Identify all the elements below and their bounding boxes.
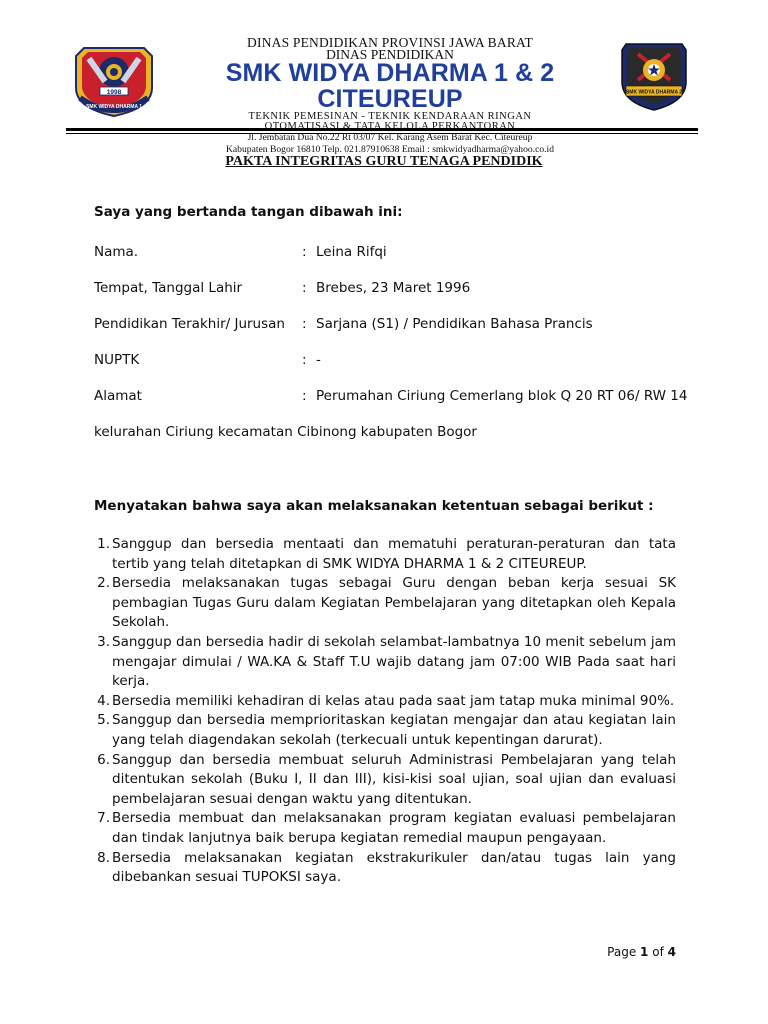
letterhead-line1: DINAS PENDIDIKAN PROVINSI JAWA BARAT (247, 35, 533, 50)
address-line1: Jl. Jembatan Dua No.22 Rt 03/07 Kel. Karang Asem Barat Kec. Citeureup (247, 132, 533, 143)
statement-heading: Menyatakan bahwa saya akan melaksanakan ketentuan sebagai berikut : (94, 498, 654, 514)
field-colon: : (302, 244, 307, 260)
list-item (94, 711, 676, 750)
list-item-text: Bersedia membuat dan melaksanakan program kegiatan evaluasi pembelajaran dan tindak lanjutnya baik berupa kegiatan remedial maupun pengayaan. (112, 810, 676, 846)
field-value-education: Sarjana (S1) / Pendidikan Bahasa Prancis (316, 316, 593, 332)
list-item (94, 535, 676, 574)
list-item (94, 751, 676, 810)
field-colon: : (302, 316, 307, 332)
letterhead-rule-thin (66, 133, 698, 134)
field-label-nuptk: NUPTK (94, 352, 140, 368)
letterhead (160, 36, 620, 156)
list-item-number: 8. (97, 849, 110, 866)
list-item-number: 5. (97, 712, 110, 729)
field-value-nuptk: - (316, 352, 321, 368)
field-colon: : (302, 280, 307, 296)
list-item (94, 692, 676, 712)
field-value-birth: Brebes, 23 Maret 1996 (316, 280, 471, 296)
list-item-number: 3. (97, 633, 110, 650)
list-item (94, 633, 676, 692)
page-label: Page (607, 945, 637, 959)
list-item-number: 7. (97, 810, 110, 827)
page-total: 4 (667, 945, 676, 959)
programs-line1: TEKNIK PEMESINAN - TEKNIK KENDARAAN RINGAN (248, 111, 532, 122)
letterhead-line2: DINAS PENDIDIKAN (326, 47, 454, 62)
list-item-text: Bersedia melaksanakan tugas sebagai Guru dengan beban kerja sesuai SK pembagian Tugas Guru dalam Kegiatan Pembelajaran yang ditetapkan oleh Kepala Sekolah. (112, 575, 676, 631)
page-indicator (607, 945, 676, 959)
document-title: PAKTA INTEGRITAS GURU TENAGA PENDIDIK (225, 154, 543, 169)
list-item-text: Sanggup dan bersedia mentaati dan mematuhi peraturan-peraturan dan tata tertib yang telah ditetapkan di SMK WIDYA DHARMA 1 & 2 CITEUREUP. (112, 536, 676, 572)
field-label-birth: Tempat, Tanggal Lahir (94, 280, 243, 296)
list-item-number: 2. (97, 575, 110, 592)
list-item-text: Bersedia memiliki kehadiran di kelas atau pada saat jam tatap muka minimal 90%. (112, 692, 675, 709)
logo-left-year: 1998 (106, 89, 122, 96)
address-continuation: kelurahan Ciriung kecamatan Cibinong kabupaten Bogor (94, 424, 477, 440)
list-item-number: 4. (97, 692, 110, 709)
list-item-text: Bersedia melaksanakan kegiatan ekstrakurikuler dan/atau tugas lain yang dibebankan sesuai TUPOKSI saya. (112, 849, 676, 886)
list-item (94, 849, 676, 888)
letterhead-rule-thick (66, 128, 698, 131)
logo-left-text: SMK WIDYA DHARMA 1 (85, 104, 143, 110)
list-item (94, 574, 676, 633)
field-label-address: Alamat (94, 388, 142, 404)
list-item (94, 809, 676, 848)
page-current: 1 (640, 945, 649, 959)
provisions-list (94, 535, 676, 888)
intro-text: Saya yang bertanda tangan dibawah ini: (94, 204, 403, 220)
field-colon: : (302, 352, 307, 368)
school-logo-right (618, 40, 690, 112)
field-value-address: Perumahan Ciriung Cemerlang blok Q 20 RT 06/ RW 14 (316, 388, 688, 404)
list-item-text: Sanggup dan bersedia hadir di sekolah selambat-lambatnya 10 menit sebelum jam mengajar dimulai / WA.KA & Staff T.U wajib datang jam 07:00 WIB Pada saat hari kerja. (112, 633, 676, 690)
field-value-name: Leina Rifqi (316, 244, 387, 260)
school-name: SMK WIDYA DHARMA 1 & 2 CITEUREUP (225, 59, 555, 113)
field-label-name: Nama. (94, 244, 139, 260)
logo-right-text: SMK WIDYA DHARMA 2 (625, 89, 683, 96)
list-item-text: Sanggup dan bersedia membuat seluruh Administrasi Pembelajaran yang telah ditentukan sekolah (Buku I, II dan III), kisi-kisi soal ujian, soal ujian dan evaluasi pembelajaran sesuai dengan waktu yang ditentukan. (112, 751, 676, 807)
list-item-number: 6. (97, 751, 110, 768)
address-line2: Kabupaten Bogor 16810 Telp. 021.87910638 Email : smkwidyadharma@yahoo.co.id (226, 144, 554, 155)
field-colon: : (302, 388, 307, 404)
programs-line2: OTOMATISASI & TATA KELOLA PERKANTORAN (264, 121, 516, 132)
list-item-text: Sanggup dan bersedia memprioritaskan kegiatan mengajar dan atau kegiatan lain yang telah diagendakan sekolah (terkecuali untuk kepentingan darurat). (112, 712, 676, 748)
page-of-label: of (652, 945, 664, 959)
school-logo-left (70, 42, 158, 118)
field-label-education: Pendidikan Terakhir/ Jurusan (94, 316, 285, 332)
list-item-number: 1. (97, 536, 110, 552)
